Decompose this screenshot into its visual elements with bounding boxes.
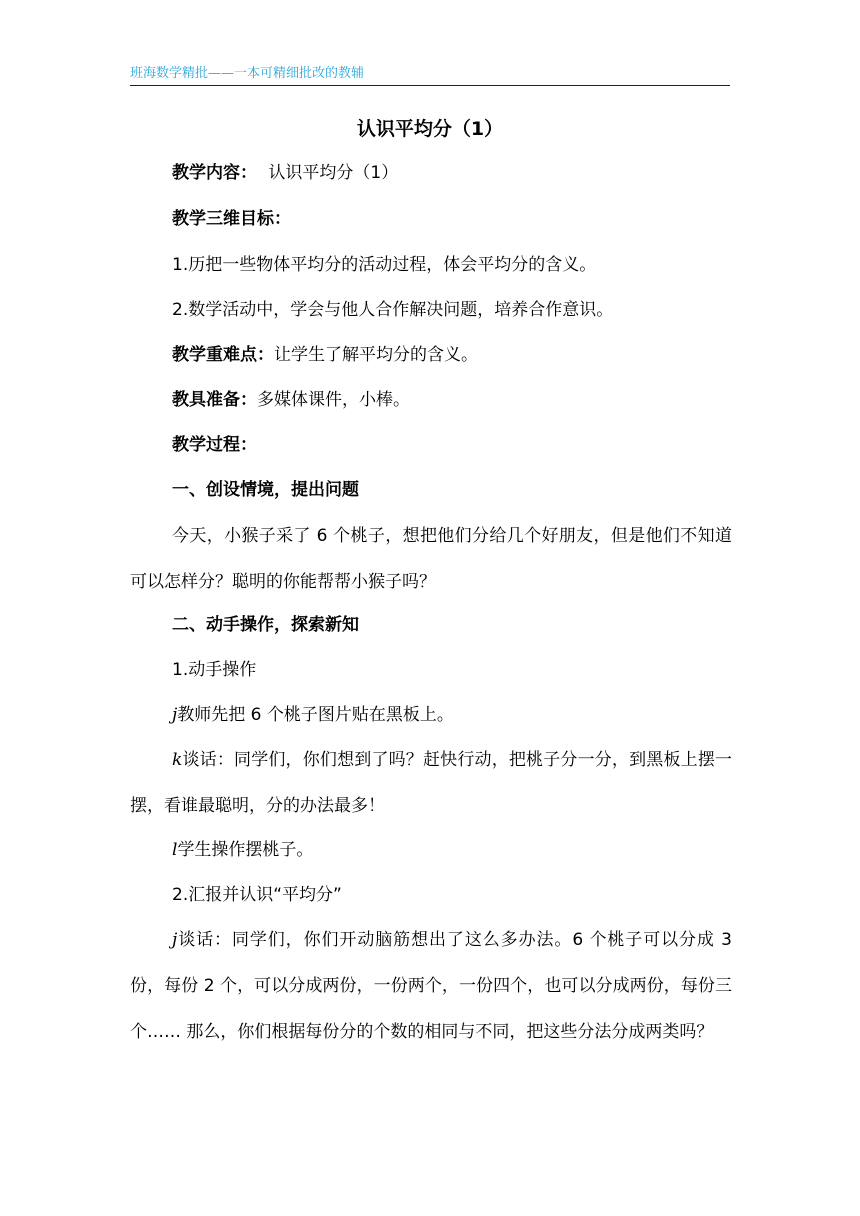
- content-label: 教学内容：: [172, 163, 257, 183]
- process-label: 教学过程：: [172, 435, 257, 455]
- step-3-marker: l: [172, 840, 178, 860]
- step-1-marker: j: [172, 705, 178, 725]
- step-4-text: 谈话：同学们，你们开动脑筋想出了这么多办法。6 个桃子可以分成 3 份，每份 2 个，可以分成两份，一份两个，一份四个，也可以分成两份，每份三个…… 那么，你们根据每份分的个数的相同与不同，把这些分法分成两类吗？: [130, 930, 732, 1042]
- step-1-text: 教师先把 6 个桃子图片贴在黑板上。: [177, 705, 454, 725]
- tools-label: 教具准备：: [172, 390, 257, 410]
- content-line: [130, 150, 772, 196]
- section2-sub2: 2.汇报并认识“平均分”: [172, 885, 342, 905]
- section2-sub1: 1.动手操作: [172, 660, 257, 680]
- tools-value: 多媒体课件，小棒。: [257, 390, 410, 410]
- content-value: 认识平均分（1）: [268, 163, 399, 183]
- section2-heading: 二、动手操作，探索新知: [172, 615, 359, 635]
- step-1: [130, 692, 772, 738]
- tools-line: [130, 377, 772, 423]
- page-title: 认识平均分（1）: [356, 118, 504, 140]
- step-2: [130, 737, 732, 829]
- difficulty-value: 让学生了解平均分的含义。: [274, 345, 478, 365]
- step-2-text: 谈话：同学们，你们想到了吗？赶快行动，把桃子分一分，到黑板上摆一摆，看谁最聪明，分的办法最多！: [130, 750, 732, 816]
- step-3-text: 学生操作摆桃子。: [177, 840, 314, 860]
- goals-label: 教学三维目标：: [172, 209, 291, 229]
- step-4: [130, 917, 732, 1055]
- section1-paragraph: 今天，小猴子采了 6 个桃子，想把他们分给几个好朋友，但是他们不知道可以怎样分？聪明的你能帮帮小猴子吗？: [130, 526, 732, 592]
- goal-item-1: 1.历把一些物体平均分的活动过程，体会平均分的含义。: [172, 255, 597, 275]
- step-2-marker: k: [172, 750, 183, 770]
- section1-heading: 一、创设情境，提出问题: [172, 480, 359, 500]
- goal-item-2: 2.数学活动中，学会与他人合作解决问题，培养合作意识。: [172, 300, 614, 320]
- step-3: [130, 827, 772, 873]
- page-header: 班海数学精批——一本可精细批改的教辅: [130, 62, 730, 86]
- step-4-marker: j: [172, 930, 178, 950]
- difficulty-line: [130, 332, 772, 378]
- difficulty-label: 教学重难点：: [172, 345, 274, 365]
